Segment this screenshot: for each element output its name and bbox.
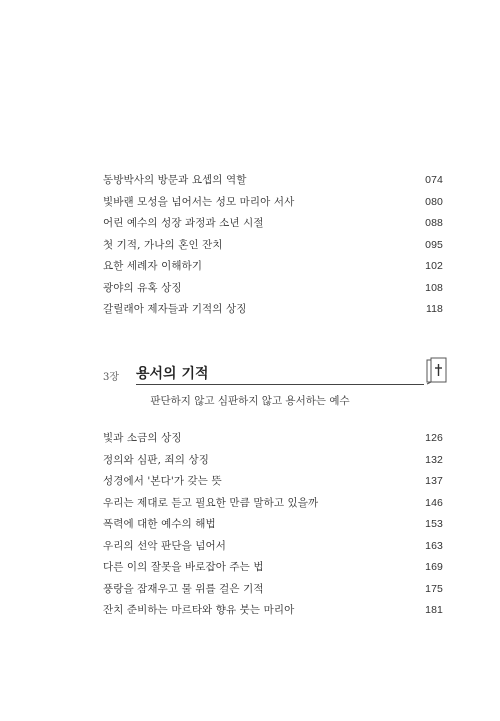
chapter-divider bbox=[136, 384, 424, 385]
toc-entry-title: 빛과 소금의 상징 bbox=[103, 432, 182, 444]
toc-entry-page: 169 bbox=[425, 561, 443, 573]
chapter-subtitle: 판단하지 않고 심판하지 않고 용서하는 예수 bbox=[150, 395, 350, 407]
toc-entry-title: 풍랑을 잠재우고 물 위를 걸은 기적 bbox=[103, 582, 264, 595]
toc-entry[interactable] bbox=[103, 516, 443, 538]
toc-entry[interactable] bbox=[103, 237, 443, 259]
chapter-header bbox=[103, 360, 448, 386]
toc-entry-page: 163 bbox=[425, 539, 443, 552]
toc-entry[interactable] bbox=[103, 430, 443, 452]
toc-entry[interactable] bbox=[103, 452, 443, 474]
toc-entry[interactable] bbox=[103, 495, 443, 517]
toc-entry-page: 102 bbox=[425, 260, 443, 272]
toc-entry-page: 146 bbox=[425, 496, 443, 509]
toc-entry-page: 175 bbox=[425, 582, 443, 595]
toc-entry-title: 광야의 유혹 상징 bbox=[103, 281, 182, 294]
toc-entry-title: 갈릴래아 제자들과 기적의 상징 bbox=[103, 303, 247, 315]
toc-list-chapter-3 bbox=[103, 430, 443, 624]
toc-entry-title: 잔치 준비하는 마르타와 향유 붓는 마리아 bbox=[103, 604, 295, 616]
toc-entry-page: 153 bbox=[425, 518, 443, 530]
toc-entry[interactable] bbox=[103, 280, 443, 302]
toc-entry-title: 우리의 선악 판단을 넘어서 bbox=[103, 539, 226, 552]
toc-entry[interactable] bbox=[103, 172, 443, 194]
toc-entry-page: 137 bbox=[425, 475, 443, 487]
toc-entry[interactable] bbox=[103, 473, 443, 495]
toc-entry-page: 074 bbox=[425, 174, 443, 186]
toc-entry-title: 첫 기적, 가나의 혼인 잔치 bbox=[103, 238, 223, 251]
toc-entry[interactable] bbox=[103, 258, 443, 280]
toc-entry-page: 088 bbox=[425, 217, 443, 229]
toc-entry-title: 동방박사의 방문과 요셉의 역할 bbox=[103, 174, 247, 186]
toc-entry[interactable] bbox=[103, 581, 443, 603]
toc-entry-page: 126 bbox=[425, 432, 443, 444]
toc-entry-page: 080 bbox=[425, 195, 443, 208]
toc-entry[interactable] bbox=[103, 538, 443, 560]
toc-entry-title: 다른 이의 잘못을 바로잡아 주는 법 bbox=[103, 561, 264, 573]
toc-entry-title: 폭력에 대한 예수의 해법 bbox=[103, 518, 216, 530]
toc-entry-title: 빛바랜 모성을 넘어서는 성모 마리아 서사 bbox=[103, 195, 295, 208]
toc-entry[interactable] bbox=[103, 194, 443, 216]
toc-entry-title: 우리는 제대로 듣고 필요한 만큼 말하고 있을까 bbox=[103, 496, 319, 509]
toc-list-chapter-2 bbox=[103, 172, 443, 323]
toc-entry-page: 181 bbox=[425, 604, 443, 616]
toc-entry-title: 성경에서 '본다'가 갖는 뜻 bbox=[103, 475, 222, 487]
toc-entry-title: 어린 예수의 성장 과정과 소년 시절 bbox=[103, 217, 264, 229]
chapter-number: 3장 bbox=[103, 372, 120, 383]
toc-entry[interactable] bbox=[103, 559, 443, 581]
toc-entry[interactable] bbox=[103, 215, 443, 237]
toc-entry-page: 132 bbox=[425, 453, 443, 466]
chapter-title: 용서의 기적 bbox=[136, 366, 209, 382]
toc-entry-title: 요한 세례자 이해하기 bbox=[103, 260, 203, 272]
toc-entry-page: 108 bbox=[425, 281, 443, 294]
toc-entry-page: 118 bbox=[425, 303, 443, 315]
toc-entry[interactable] bbox=[103, 602, 443, 624]
toc-entry-page: 095 bbox=[425, 238, 443, 251]
toc-entry[interactable] bbox=[103, 301, 443, 323]
book-cross-icon bbox=[426, 357, 448, 385]
toc-entry-title: 정의와 심판, 죄의 상징 bbox=[103, 453, 209, 466]
